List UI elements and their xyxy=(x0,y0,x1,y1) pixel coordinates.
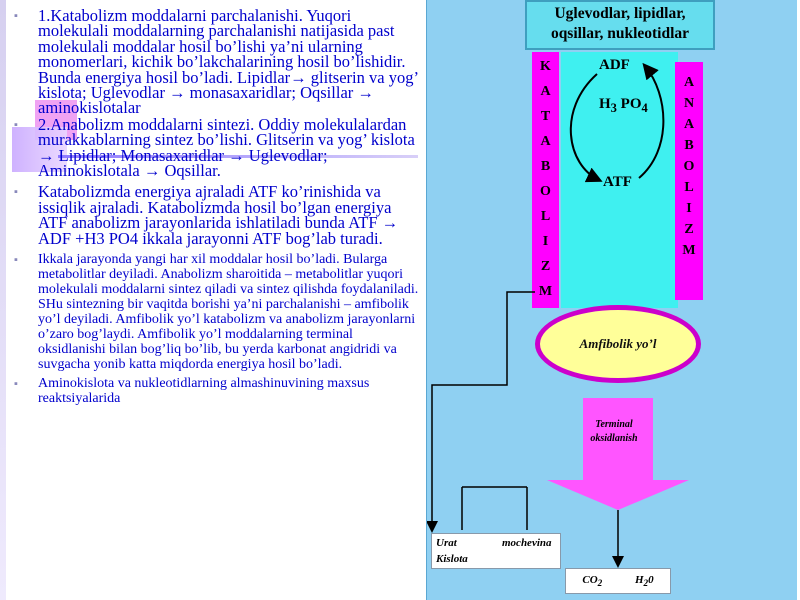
anabolizm-letter: L xyxy=(684,180,694,195)
katabolizm-letter: I xyxy=(542,234,549,249)
katabolizm-letter: M xyxy=(538,284,553,299)
katabolizm-letter: L xyxy=(540,209,551,224)
terminal-line-1: Terminal xyxy=(595,419,633,430)
katabolizm-letter: O xyxy=(540,184,551,199)
co2-text: CO xyxy=(582,573,598,586)
diagram-arrows xyxy=(427,0,797,600)
h2o-rest: 0 xyxy=(648,573,654,586)
co2-label xyxy=(582,574,602,588)
adf-label: ADF xyxy=(599,57,630,73)
h3po4-sub3: 3 xyxy=(610,101,617,115)
mochevina-label: mochevina xyxy=(502,537,552,549)
anabolizm-letter: A xyxy=(683,75,695,90)
terminal-line-2: oksidlanish xyxy=(590,433,638,444)
anabolizm-letter: O xyxy=(683,159,695,174)
atf-label: ATF xyxy=(603,174,632,190)
anabolizm-letter: I xyxy=(686,201,692,216)
terminal-oxidation-label xyxy=(569,418,659,446)
cycle-arrow-left xyxy=(571,74,599,180)
h2o-label xyxy=(635,574,654,588)
anabolizm-letter: M xyxy=(682,243,696,258)
katabolizm-letter: Z xyxy=(540,259,551,274)
h3po4-sub4: 4 xyxy=(641,101,648,115)
left-accent-bar xyxy=(0,0,6,600)
anabolizm-letter: A xyxy=(683,117,695,132)
paragraph-text: Katabolizmda energiya ajraladi ATF ko’rinishida va issiqlik ajraladi. Katabolizmda hosil bo’lgan energiya ATF anabolizm jarayonlarida ishlatiladi bunda ATF → ADF +H3 PO4 ikkala jarayonni ATF bog’lab turadi. xyxy=(38,182,399,248)
kislota-label: Kislota xyxy=(436,553,468,565)
h2o-text: H xyxy=(634,573,644,586)
paragraph-katabolizm xyxy=(8,8,420,116)
h3po4-po: PO xyxy=(616,96,642,112)
paragraph-metabolitlar xyxy=(8,252,420,372)
h3po4-h: H xyxy=(599,96,611,112)
substrates-line-2: oqsillar, nukleotidlar xyxy=(550,25,690,42)
anabolizm-letter: B xyxy=(684,138,694,153)
substrates-line-1: Uglevodlar, lipidlar, xyxy=(554,5,686,22)
katabolizm-letter: K xyxy=(540,59,551,74)
katabolizm-letter: T xyxy=(540,109,551,124)
paragraph-text: Aminokislota va nukleotidlarning almashinuvining maxsus reaktsiyalarida xyxy=(38,376,370,407)
katabolizm-letter: A xyxy=(540,84,551,99)
anabolizm-letter: Z xyxy=(684,222,694,237)
urat-label: Urat xyxy=(436,537,457,549)
bullet-icon: ▪ xyxy=(14,10,18,22)
paragraph-text: Ikkala jarayonda yangi har xil moddalar hosil bo’ladi. Bularga metabolitlar deyiladi. Anabolizm sharoitida – metabolitlar yuqori molekulali moddalarni sintez qiladi va sintez qilishda foydalaniladi. SHu sintezning bir vaqitda borishi ya’ni parchalanishi – amfibolik yo’l deyiladi. Amfibolik yo’l katabolizm va anabolizm jarayonlarni o’zaro bog’laydi. Amfibolik yo’l moddalarning terminal oksidlanishi bilan bog’liq bo’lib, bu yerda karbonat angidridi va suvgacha yonib katta miqdorda energiya hosil bo’ladi. xyxy=(38,252,419,373)
text-column xyxy=(8,8,420,406)
anabolizm-letter: N xyxy=(683,96,695,111)
paragraph-energy xyxy=(8,184,420,246)
amfibolik-label: Amfibolik yo’l xyxy=(579,336,657,351)
bullet-icon: ▪ xyxy=(14,186,18,199)
paragraph-text: 1.Katabolizm moddalarni parchalanishi. Yuqori molekulali moddalarning parchalanishi natijasida past molekulali moddalar hosil bo’lishi ya’ni ularning monomerlari, kichik bo’lakchalarining hosil bo’lishidir. Bunda energiya hosil bo’ladi. Lipidlar→ glitserin va yog’ kislota; Uglevodlar → monasaxaridlar; Oqsillar → aminokislotalar xyxy=(38,6,418,118)
bullet-icon: ▪ xyxy=(14,254,18,267)
bullet-icon: ▪ xyxy=(14,378,18,391)
h3po4-label xyxy=(599,96,648,116)
katabolizm-letter: A xyxy=(540,134,551,149)
co2-sub: 2 xyxy=(597,578,603,589)
cycle-arrow-right xyxy=(639,66,663,178)
paragraph-text: 2.Anabolizm moddalarni sintezi. Oddiy molekulalardan murakkablarning sintez bo’lishi. Glitserin va yog’ kislota → Lipidlar; Monasaxaridlar → Uglevodlar; Aminokislotala → Oqsillar. xyxy=(38,114,415,181)
paragraph-anabolizm xyxy=(8,114,420,181)
bullet-icon: ▪ xyxy=(14,118,18,131)
urat-branch-line xyxy=(462,487,527,530)
terminal-arrow-shape xyxy=(547,398,689,510)
paragraph-aminokislota xyxy=(8,376,420,406)
metabolism-diagram xyxy=(426,0,797,600)
urat-mochevina-box xyxy=(431,533,561,569)
h2o-sub: 2 xyxy=(643,578,649,589)
katabolizm-to-urat-line xyxy=(432,292,535,530)
amfibolik-oval xyxy=(535,305,701,383)
katabolizm-letter: B xyxy=(540,159,551,174)
products-box xyxy=(565,568,671,594)
